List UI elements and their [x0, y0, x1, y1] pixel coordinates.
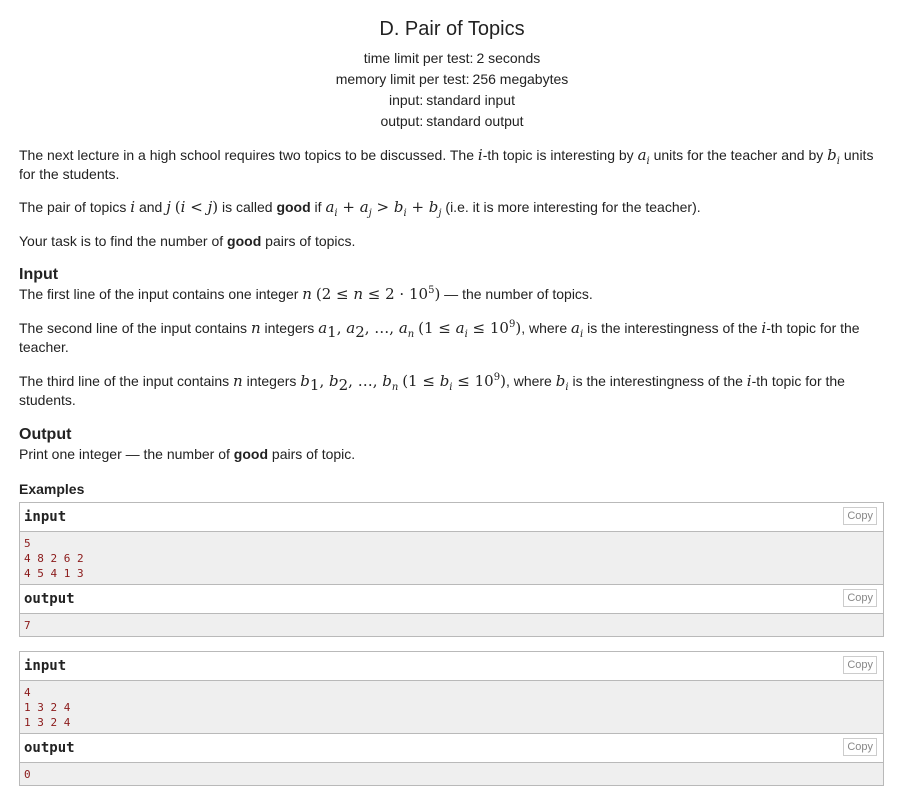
copy-input-button[interactable]: Copy	[843, 507, 877, 525]
input-section-title: Input	[19, 266, 59, 283]
statement-paragraph-3: Your task is to find the number of good pairs of topics.	[19, 233, 356, 249]
output-section-title: Output	[19, 426, 72, 443]
example-2-input: 4 1 3 2 4 1 3 2 4	[20, 681, 883, 734]
problem-header	[19, 16, 885, 132]
output-line-1: Print one integer — the number of good pairs of topic.	[19, 446, 356, 462]
examples-title: Examples	[19, 481, 85, 497]
example-1-output: 7	[20, 614, 883, 636]
example-2-output: 0	[20, 763, 883, 785]
example-2	[19, 651, 884, 786]
problem-title: D. Pair of Topics	[379, 18, 525, 40]
example-2-output-header: output Copy	[20, 734, 883, 763]
example-1-output-header: output Copy	[20, 585, 883, 614]
output-file: output: standard output	[380, 113, 524, 129]
example-1	[19, 502, 884, 637]
problem-statement	[19, 0, 885, 786]
input-line-1: The first line of the input contains one integer n $(2 \le n \le 2 \cdot 10^5)$ — the number of topics.	[19, 285, 593, 303]
example-2-input-header: input Copy	[20, 652, 883, 681]
input-file: input: standard input	[389, 92, 515, 108]
memory-limit: memory limit per test: 256 megabytes	[335, 71, 569, 87]
copy-input-button[interactable]: Copy	[843, 656, 877, 674]
time-limit: time limit per test: 2 seconds	[363, 50, 541, 66]
example-1-input: 5 4 8 2 6 2 4 5 4 1 3	[20, 532, 883, 585]
example-1-input-header: input Copy	[20, 503, 883, 532]
statement-paragraph-2: The pair of topics i and j (i < j) is called good if $a_i + a_j > b_i + b_j$ (i.e. it is more interesting for the teacher).	[19, 198, 701, 219]
input-line-3: The third line of the input contains n integers $b_1$, $b_2$, …, $b_n$ $(1 \le b_i \le 10^9)$, where $b_i$ is the interestingness of the i-th topic for the students.	[19, 372, 845, 408]
copy-output-button[interactable]: Copy	[843, 738, 877, 756]
copy-output-button[interactable]: Copy	[843, 589, 877, 607]
input-line-2: The second line of the input contains n integers $a_1$, $a_2$, …, $a_n$ $(1 \le a_i \le 10^9)$, where $a_i$ is the interestingness of the i-th topic for the teacher.	[19, 319, 860, 355]
statement-paragraph-1: The next lecture in a high school requires two topics to be discussed. The i-th topic is interesting by $a_i$ units for the teacher and by $b_i$ units for the students.	[19, 146, 874, 182]
